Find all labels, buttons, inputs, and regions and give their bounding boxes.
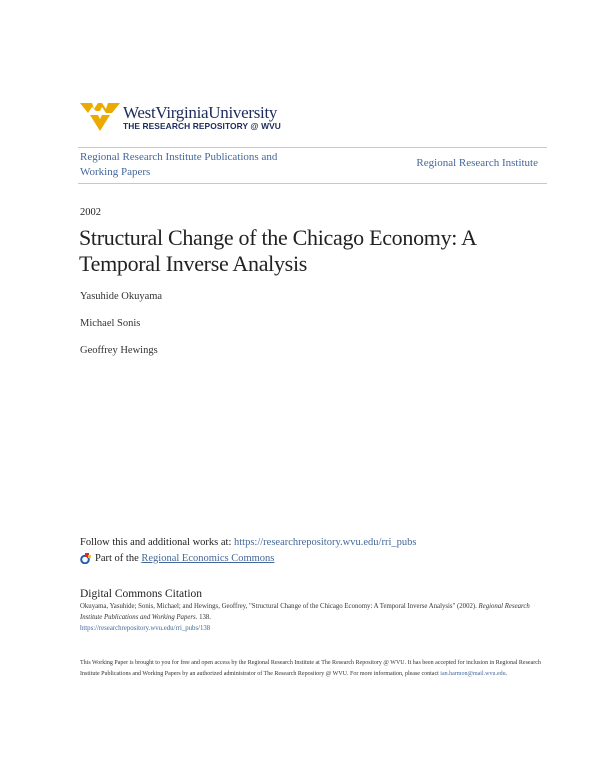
- author-3: Geoffrey Hewings: [80, 345, 158, 356]
- citation-heading: Digital Commons Citation: [80, 588, 203, 600]
- author-1: Yasuhide Okuyama: [80, 291, 163, 302]
- footer-text: This Working Paper is brought to you for free and open access by the Regional Research Institute at The Research Repository @ WVU. It has been accepted for inclusion in Regional Research Institute Publications and Working Papers by an authorized administrator of The Research Repository @ WVU. For more information, please contact: [80, 660, 541, 677]
- logo-main-text: WestVirginiaUniversity: [123, 102, 278, 122]
- follow-url-link[interactable]: https://researchrepository.wvu.edu/rri_pubs: [234, 537, 417, 548]
- divider-bottom: [78, 183, 547, 184]
- logo-sub-text: THE RESEARCH REPOSITORY @ WVU: [123, 120, 281, 131]
- publication-year: 2002: [80, 207, 101, 218]
- follow-line: [80, 537, 416, 548]
- part-of-label: Part of the: [95, 553, 139, 564]
- follow-label: Follow this and additional works at:: [80, 537, 234, 548]
- divider-top: [78, 147, 547, 148]
- citation-body: [80, 601, 550, 634]
- citation-text: Okuyama, Yasuhide; Sonis, Michael; and Hewings, Geoffrey, "Structural Change of the Chicago Economy: A Temporal Inverse Analysis" (2002).: [80, 603, 479, 610]
- regional-economics-commons-link[interactable]: Regional Economics Commons: [141, 553, 275, 564]
- bepress-commons-icon: [80, 553, 91, 564]
- author-2: Michael Sonis: [80, 318, 141, 329]
- citation-series: Regional Research Institute Publications and Working Papers: [80, 603, 530, 621]
- footer-notice: [80, 658, 550, 680]
- citation-number: . 138.: [195, 614, 211, 621]
- institute-link[interactable]: Regional Research Institute: [416, 157, 538, 169]
- wvu-flying-wv-icon: [80, 101, 120, 133]
- footer-end: .: [505, 671, 508, 677]
- citation-url-link[interactable]: https://researchrepository.wvu.edu/rri_pubs/138: [80, 625, 211, 632]
- part-of-line: [80, 553, 274, 564]
- series-link[interactable]: Regional Research Institute Publications and Working Papers: [80, 151, 278, 178]
- contact-email-link[interactable]: ian.harmon@mail.wvu.edu: [440, 671, 506, 677]
- document-title: Structural Change of the Chicago Economy: A Temporal Inverse Analysis: [79, 225, 476, 276]
- wvu-repository-logo[interactable]: [80, 100, 281, 134]
